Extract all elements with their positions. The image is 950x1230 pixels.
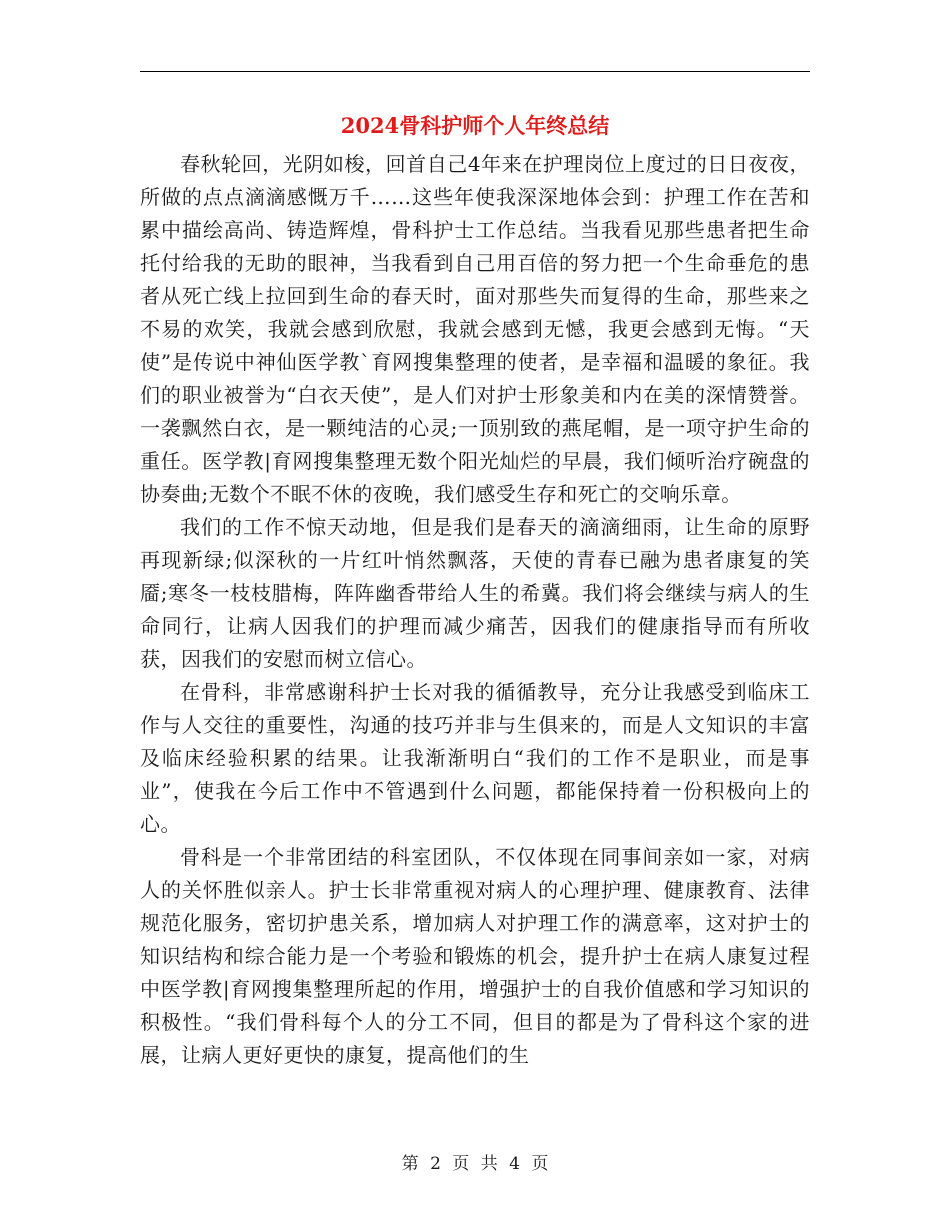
paragraph-4: 骨科是一个非常团结的科室团队，不仅体现在同事间亲如一家，对病人的关怀胜似亲人。护士长非常重视对病人的心理护理、健康教育、法律规范化服务，密切护患关系，增加病人对护理工作的满意率，这对护士的知识结构和综合能力是一个考验和锻炼的机会，提升护士在病人康复过程中医学教|育网搜集整理所起的作用，增强护士的自我价值感和学习知识的积极性。“我们骨科每个人的分工不同，但目的都是为了骨科这个家的进展，让病人更好更快的康复，提高他们的生: [140, 845, 810, 1067]
paragraph-2: 我们的工作不惊天动地，但是我们是春天的滴滴细雨，让生命的原野再现新绿;似深秋的一片红叶悄然飘落，天使的青春已融为患者康复的笑靥;寒冬一枝枝腊梅，阵阵幽香带给人生的希冀。我们将会继续与病人的生命同行，让病人因我们的护理而减少痛苦，因我们的健康指导而有所收获，因我们的安慰而树立信心。: [140, 515, 810, 671]
document-title: 2024骨科护师个人年终总结: [340, 113, 610, 138]
page-number: 第 2 页 共 4 页: [401, 1154, 549, 1174]
paragraph-1: 春秋轮回，光阴如梭，回首自己4年来在护理岗位上度过的日日夜夜，所做的点点滴滴感慨万千……这些年使我深深地体会到：护理工作在苦和累中描绘高尚、铸造辉煌，骨科护士工作总结。当我看见那些患者把生命托付给我的无助的眼神，当我看到自己用百倍的努力把一个生命垂危的患者从死亡线上拉回到生命的春天时，面对那些失而复得的生命，那些来之不易的欢笑，我就会感到欣慰，我就会感到无憾，我更会感到无悔。“天使”是传说中神仙医学教`育网搜集整理的使者，是幸福和温暖的象征。我们的职业被誉为“白衣天使”，是人们对护士形象美和内在美的深情赞誉。一袭飘然白衣，是一颗纯洁的心灵;一顶别致的燕尾帽，是一项守护生命的重任。医学教|育网搜集整理无数个阳光灿烂的早晨，我们倾听治疗碗盘的协奏曲;无数个不眠不休的夜晚，我们感受生存和死亡的交响乐章。: [140, 152, 810, 506]
document-body: [140, 148, 810, 1072]
header-rule: [140, 71, 810, 72]
paragraph-3: 在骨科，非常感谢科护士长对我的循循教导，充分让我感受到临床工作与人交往的重要性，沟通的技巧并非与生俱来的，而是人文知识的丰富及临床经验积累的结果。让我渐渐明白“我们的工作不是职业，而是事业”，使我在今后工作中不管遇到什么问题，都能保持着一份积极向上的心。: [140, 680, 810, 836]
